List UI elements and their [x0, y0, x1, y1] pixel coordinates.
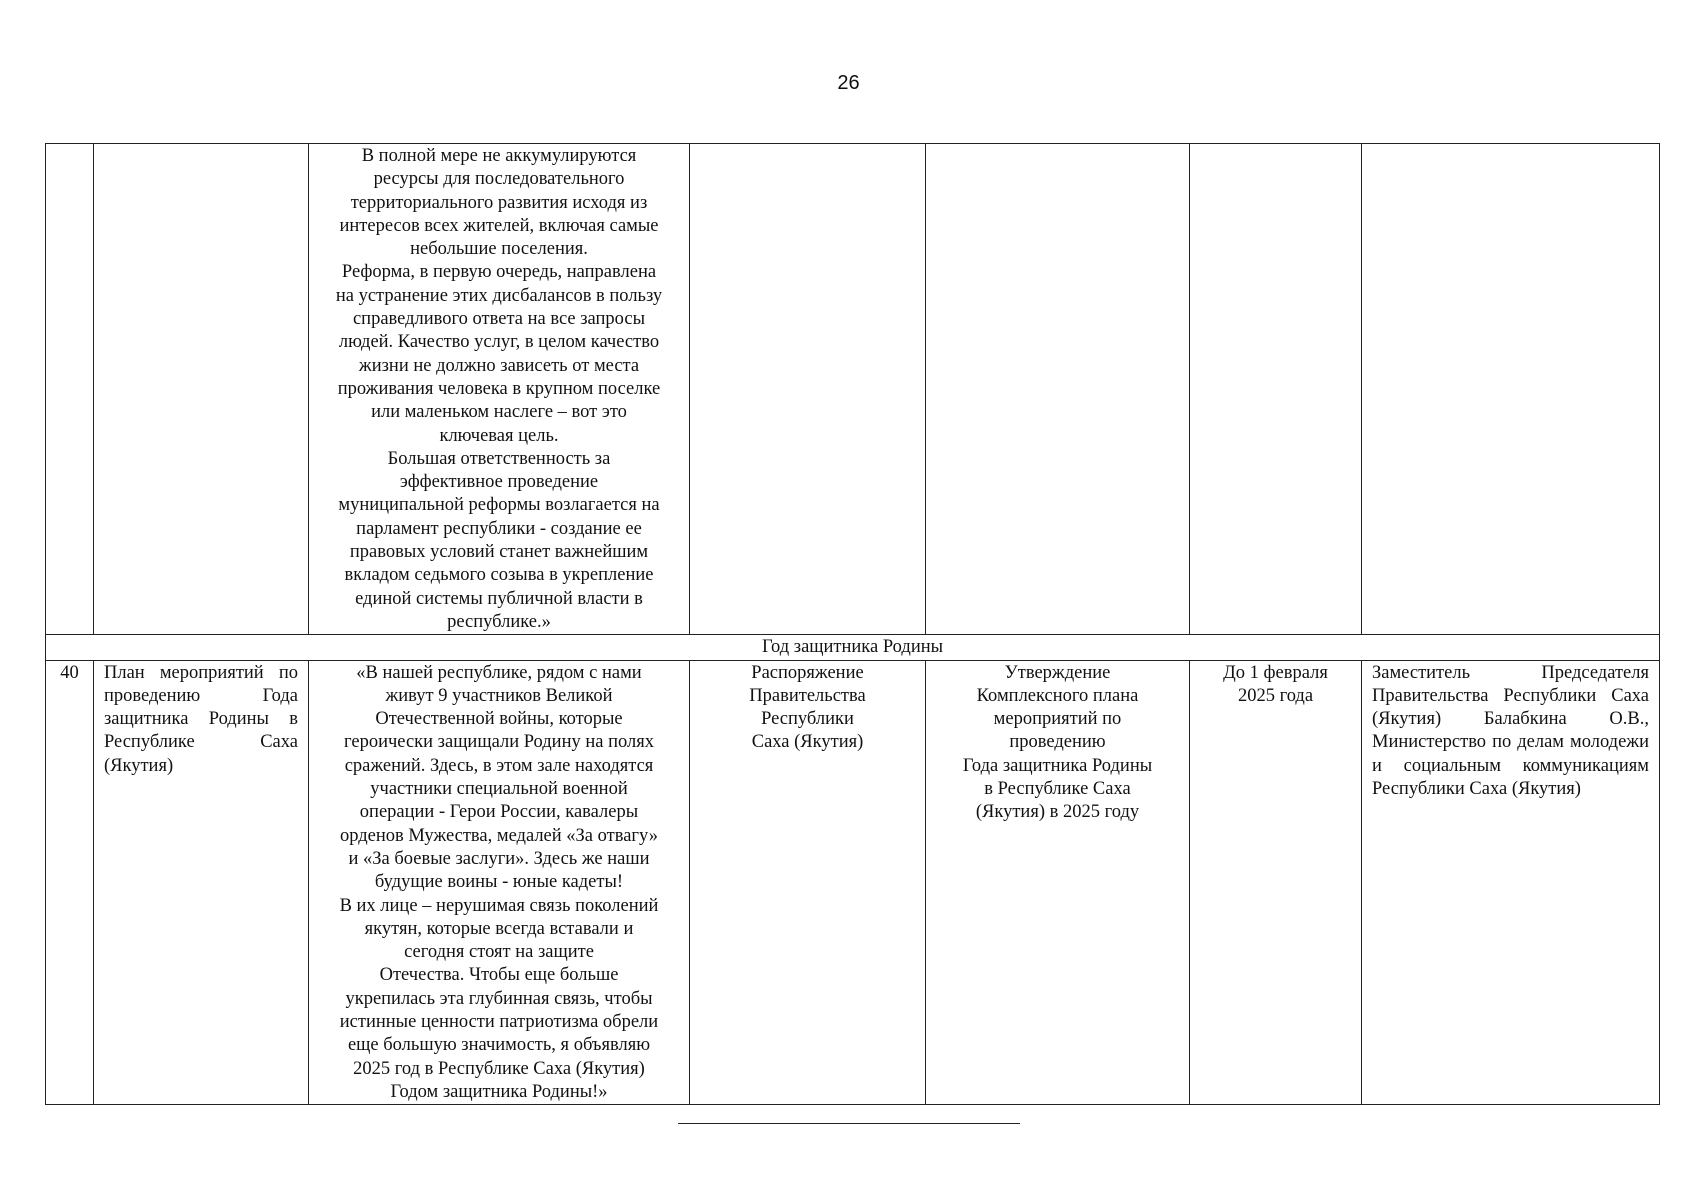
- text-line: якутян, которые всегда вставали и: [364, 918, 634, 939]
- text-line: правовых условий станет важнейшим: [349, 542, 649, 563]
- table-row-continuation: [46, 144, 1660, 635]
- text-line: эффективное проведение: [399, 472, 599, 493]
- text-line: Распоряжение: [751, 662, 864, 683]
- text-line: жизни не должно зависеть от места: [358, 355, 640, 376]
- row-number: 40: [46, 660, 94, 1105]
- text-line: проживания человека в крупном поселке: [337, 378, 661, 399]
- text-line: Года защитника Родины: [962, 755, 1153, 776]
- text-line: территориального развития исходя из: [350, 192, 648, 213]
- text-line: операции - Герои России, кавалеры: [359, 802, 639, 823]
- text-line: Республики: [761, 709, 854, 730]
- text-line: Утверждение: [1004, 662, 1111, 683]
- text-line: В их лице – нерушимая связь поколений: [339, 895, 659, 916]
- cell-responsible-empty: [1362, 144, 1660, 635]
- text-line: мероприятий по: [993, 709, 1122, 730]
- section-header-row: [46, 635, 1660, 660]
- text-line: Отечества. Чтобы еще больше: [379, 965, 619, 986]
- implementing-document: [690, 660, 926, 1105]
- text-line: парламент республики - создание ее: [356, 518, 642, 539]
- text-line: Комплексного плана: [976, 685, 1139, 706]
- measures-table: [45, 143, 1660, 1105]
- deadline: [1190, 660, 1362, 1105]
- text-line: Отечественной войны, которые: [375, 709, 623, 730]
- text-line: людей. Качество услуг, в целом качество: [338, 332, 660, 353]
- text-line: участники специальной военной: [370, 779, 628, 800]
- text-line: Саха (Якутия): [751, 732, 864, 753]
- cell-quote-continuation: [309, 144, 690, 635]
- text-line: справедливого ответа на все запросы: [352, 309, 646, 330]
- cell-document-empty: [690, 144, 926, 635]
- text-line: на устранение этих дисбалансов в пользу: [335, 285, 663, 306]
- text-line: «В нашей республике, рядом с нами: [356, 662, 642, 683]
- text-line: муниципальной реформы возлагается на: [338, 495, 660, 516]
- text-line: и «За боевые заслуги». Здесь же наши: [348, 848, 650, 869]
- table-row-40: [46, 660, 1660, 1105]
- text-line: Годом защитника Родины!»: [390, 1081, 608, 1102]
- page-number: 26: [837, 72, 860, 94]
- text-line: будущие воины - юные кадеты!: [374, 872, 624, 893]
- text-line: вкладом седьмого созыва в укрепление: [344, 565, 654, 586]
- text-line: героически защищали Родину на полях: [344, 732, 654, 753]
- text-line: сражений. Здесь, в этом зале находятся: [344, 755, 654, 776]
- text-line: укрепилась эта глубинная связь, чтобы: [345, 988, 653, 1009]
- text-line: небольшие поселения.: [410, 239, 588, 260]
- footer-separator-line: [678, 1123, 1020, 1124]
- text-line: ресурсы для последовательного: [373, 169, 625, 190]
- text-line: проведению: [1009, 732, 1106, 753]
- text-line: Реформа, в первую очередь, направлена: [341, 262, 657, 283]
- text-line: До 1 февраля: [1223, 662, 1328, 683]
- text-line: (Якутия) в 2025 году: [975, 802, 1140, 823]
- responsible-parties: Заместитель Председателя Правительства Республики Саха (Якутия) Балабкина О.В., Министерство по делам молодежи и социальным коммуникациям Республики Саха (Якутия): [1362, 660, 1660, 1105]
- text-line: в Республике Саха: [984, 779, 1131, 800]
- text-line: Большая ответственность за: [387, 448, 611, 469]
- text-line: единой системы публичной власти в: [355, 588, 643, 609]
- text-line: орденов Мужества, медалей «За отвагу»: [340, 825, 658, 846]
- text-line: интересов всех жителей, включая самые: [339, 215, 659, 236]
- text-line: Правительства: [749, 685, 866, 706]
- cell-measure-empty: [94, 144, 309, 635]
- expected-result: [926, 660, 1190, 1105]
- text-line: ключевая цель.: [439, 425, 559, 446]
- cell-result-empty: [926, 144, 1190, 635]
- text-line: истинные ценности патриотизма обрели: [339, 1011, 659, 1032]
- text-line: сегодня стоят на защите: [404, 942, 594, 963]
- text-line: республике.»: [447, 611, 551, 632]
- text-line: 2025 год в Республике Саха (Якутия): [353, 1058, 645, 1079]
- cell-number-empty: [46, 144, 94, 635]
- address-quote: [309, 660, 690, 1105]
- cell-deadline-empty: [1190, 144, 1362, 635]
- measure-name: План мероприятий по проведению Года защитника Родины в Республике Саха (Якутия): [94, 660, 309, 1105]
- text-line: или маленьком наслеге – вот это: [371, 402, 627, 423]
- text-line: В полной мере не аккумулируются: [361, 146, 637, 166]
- text-line: живут 9 участников Великой: [385, 685, 613, 706]
- text-line: еще большую значимость, я объявляю: [347, 1035, 651, 1056]
- section-title: Год защитника Родины: [46, 635, 1660, 660]
- text-line: 2025 года: [1237, 685, 1314, 706]
